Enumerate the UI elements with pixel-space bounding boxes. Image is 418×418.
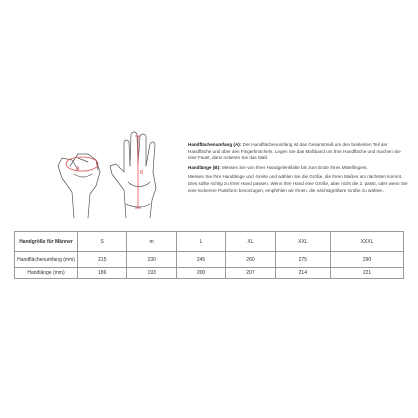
size-header-cell: L <box>176 232 225 252</box>
hand-illustration-svg <box>52 130 184 220</box>
table-cell: 193 <box>127 268 176 279</box>
table-row <box>15 252 404 268</box>
length-instruction <box>188 165 408 172</box>
row-label-length: Handlänge (mm) <box>15 268 78 279</box>
table-cell: 260 <box>226 252 275 268</box>
table-header-label: Handgröße für Männer <box>15 232 78 252</box>
label-a: A <box>76 166 80 172</box>
open-hand-drawing <box>110 132 156 218</box>
size-chart-table <box>14 231 404 279</box>
table-cell: 215 <box>78 252 127 268</box>
table-cell: 207 <box>226 268 275 279</box>
size-header-cell: XL <box>226 232 275 252</box>
palm-instruction-title: Handflächenumfang (A): <box>188 142 242 147</box>
size-header-cell: XXXL <box>330 232 403 252</box>
row-label-palm: Handflächenumfang (mm) <box>15 252 78 268</box>
table-cell: 230 <box>127 252 176 268</box>
table-cell: 245 <box>176 252 225 268</box>
table-header-row <box>15 232 404 252</box>
length-instruction-title: Handlänge (B): <box>188 164 221 170</box>
palm-instruction <box>188 142 408 162</box>
measurement-instructions <box>188 142 408 197</box>
table-cell: 200 <box>176 268 225 279</box>
table-cell: 275 <box>275 252 330 268</box>
label-b: B <box>140 170 144 176</box>
table-cell: 186 <box>78 268 127 279</box>
table-cell: 290 <box>330 252 403 268</box>
hand-measurement-illustration <box>52 130 184 220</box>
palm-circumference-marker <box>66 157 98 171</box>
size-header-cell: S <box>78 232 127 252</box>
fist-drawing <box>58 154 100 218</box>
size-advice: Messen Sie Ihre Handlänge und -breite und wählen Sie die Größe, die Ihren Maßen am nächsten kommt. Dies sollte richtig zu Ihrer Hand passen. Wenn Ihre Hand eine Größe, aber nicht die 2. passt, oder wenn Sie eine lockerere Passform bevorzugen, empfehlen wir Ihnen, die nächstgrößere Größe zu wählen. <box>188 174 408 193</box>
table-cell: 214 <box>275 268 330 279</box>
size-header-cell: m <box>127 232 176 252</box>
palm-instruction-text: Der Handflächenumfang ist das Gesamtmaß um den breitesten Teil der Handfläche und über den Fingerknöcheln. Legen Sie das Maßband um Ihre Handfläche und machen Sie eine Faust, dann notieren Sie das Maß. <box>188 142 401 161</box>
table-cell: 221 <box>330 268 403 279</box>
size-header-cell: XXL <box>275 232 330 252</box>
table-row <box>15 268 404 279</box>
length-instruction-text: Messen Sie von Ihrer Handgelenkfalte bis zum Ende Ihres Mittelfingers. <box>220 164 368 170</box>
